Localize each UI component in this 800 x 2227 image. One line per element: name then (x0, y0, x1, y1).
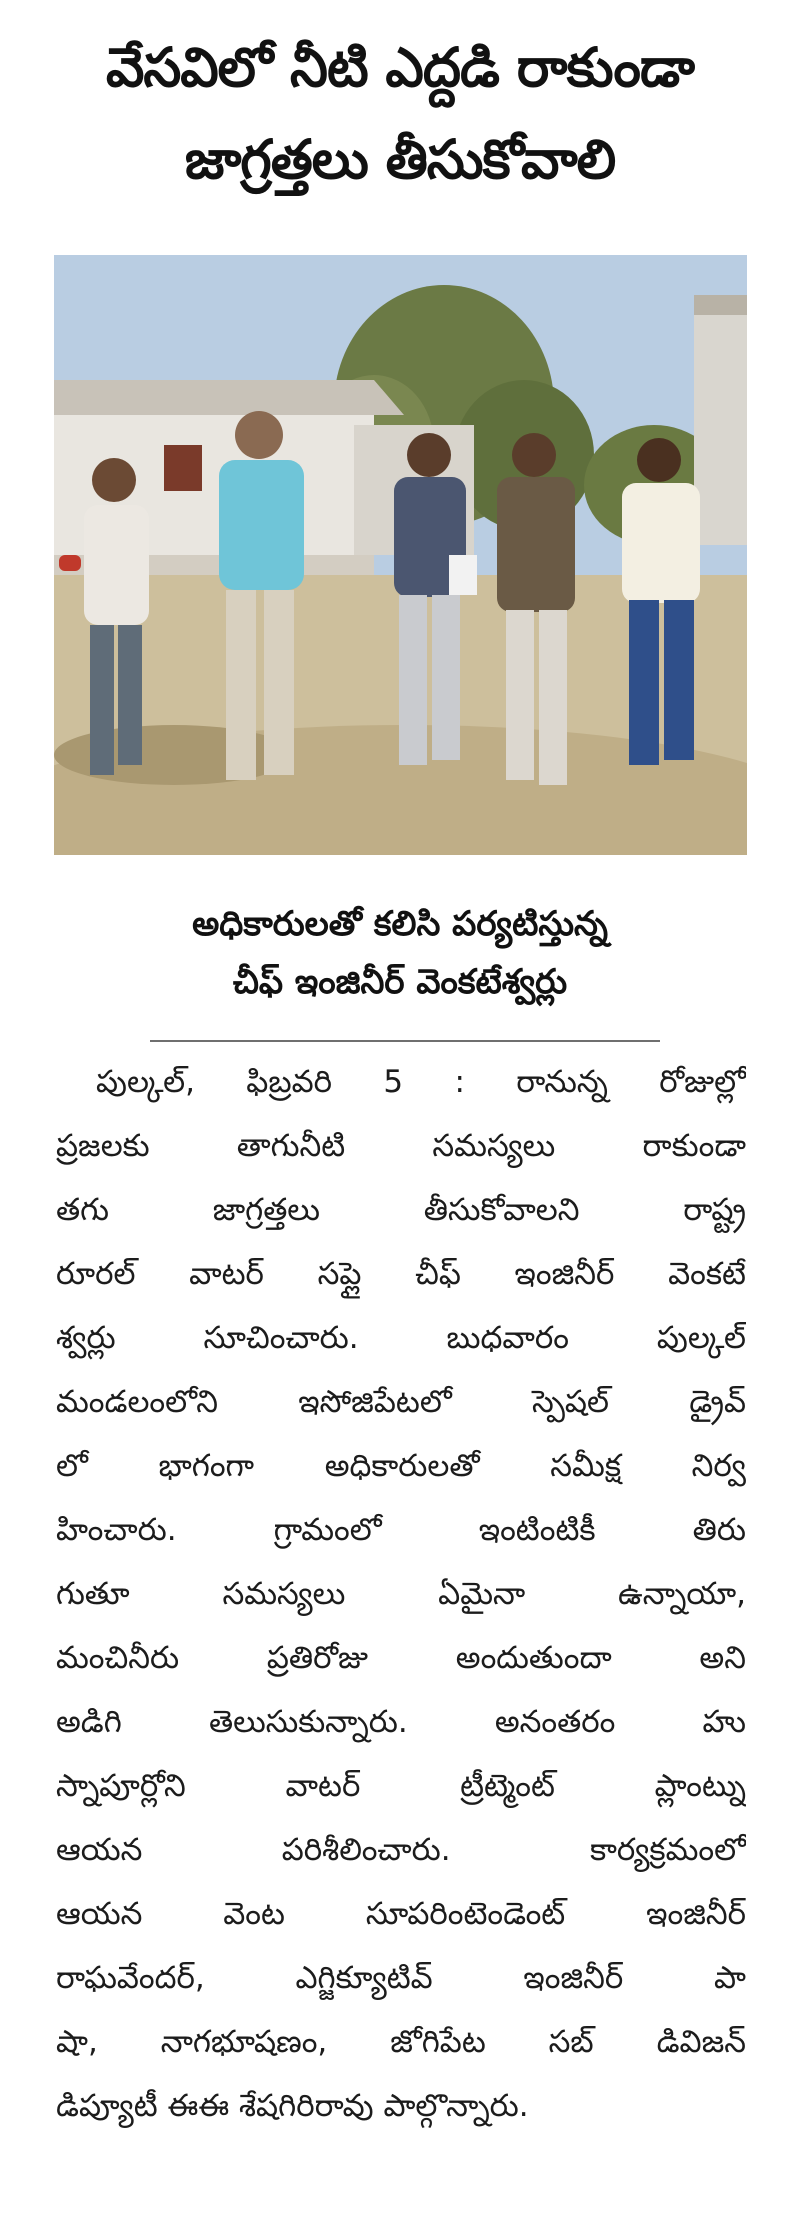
caption-line-2: చీఫ్ ఇంజినీర్ వెంకటేశ్వర్లు (232, 962, 568, 1002)
body-line-3: తగు జాగ్రత్తలు తీసుకోవాలని రాష్ట్ర (56, 1192, 746, 1228)
body-line-12: స్నాపూర్లోని వాటర్ ట్రీట్మెంట్ ప్లాంట్ను (56, 1768, 746, 1804)
article-photo (54, 255, 747, 855)
body-line-14: ఆయన వెంట సూపరింటెండెంట్ ఇంజినీర్ (56, 1896, 746, 1932)
body-line-7: లో భాగంగా అధికారులతో సమీక్ష నిర్వ (56, 1448, 746, 1484)
body-line-11: అడిగి తెలుసుకున్నారు. అనంతరం హు (56, 1704, 746, 1740)
caption-divider (150, 1040, 660, 1042)
body-line-10: మంచినీరు ప్రతిరోజు అందుతుందా అని (56, 1640, 746, 1676)
body-line-17: డిప్యూటీ ఈఈ శేషగిరిరావు పాల్గొన్నారు. (56, 2088, 529, 2124)
caption-line-1: అధికారులతో కలిసి పర్యటిస్తున్న (192, 904, 608, 944)
body-line-16: షా, నాగభూషణం, జోగిపేట సబ్ డివిజన్ (56, 2024, 746, 2060)
body-line-8: హించారు. గ్రామంలో ఇంటింటికీ తిరు (56, 1512, 746, 1548)
body-line-9: గుతూ సమస్యలు ఏమైనా ఉన్నాయా, (56, 1576, 746, 1612)
body-line-5: శ్వర్లు సూచించారు. బుధవారం పుల్కల్ (56, 1320, 746, 1356)
article-body (56, 1050, 746, 2138)
headline (30, 22, 770, 206)
body-line-1: పుల్కల్, ఫిబ్రవరి 5 : రానున్న రోజుల్లో (96, 1064, 746, 1100)
photo-caption (40, 895, 760, 1011)
body-line-6: మండలంలోని ఇసోజిపేటలో స్పెషల్ డ్రైవ్ (56, 1384, 746, 1420)
body-line-2: ప్రజలకు తాగునీటి సమస్యలు రాకుండా (56, 1128, 746, 1164)
headline-line-2: జాగ్రత్తలు తీసుకోవాలి (184, 128, 616, 191)
body-line-13: ఆయన పరిశీలించారు. కార్యక్రమంలో (56, 1832, 746, 1868)
group-walking-photo-illustration (54, 255, 747, 855)
body-line-4: రూరల్ వాటర్ సప్లై చీఫ్ ఇంజినీర్ వెంకటే (56, 1256, 746, 1292)
headline-line-1: వేసవిలో నీటి ఎద్దడి రాకుండా (105, 36, 695, 99)
body-line-15: రాఘవేందర్, ఎగ్జిక్యూటివ్ ఇంజినీర్ పా (56, 1960, 746, 1996)
